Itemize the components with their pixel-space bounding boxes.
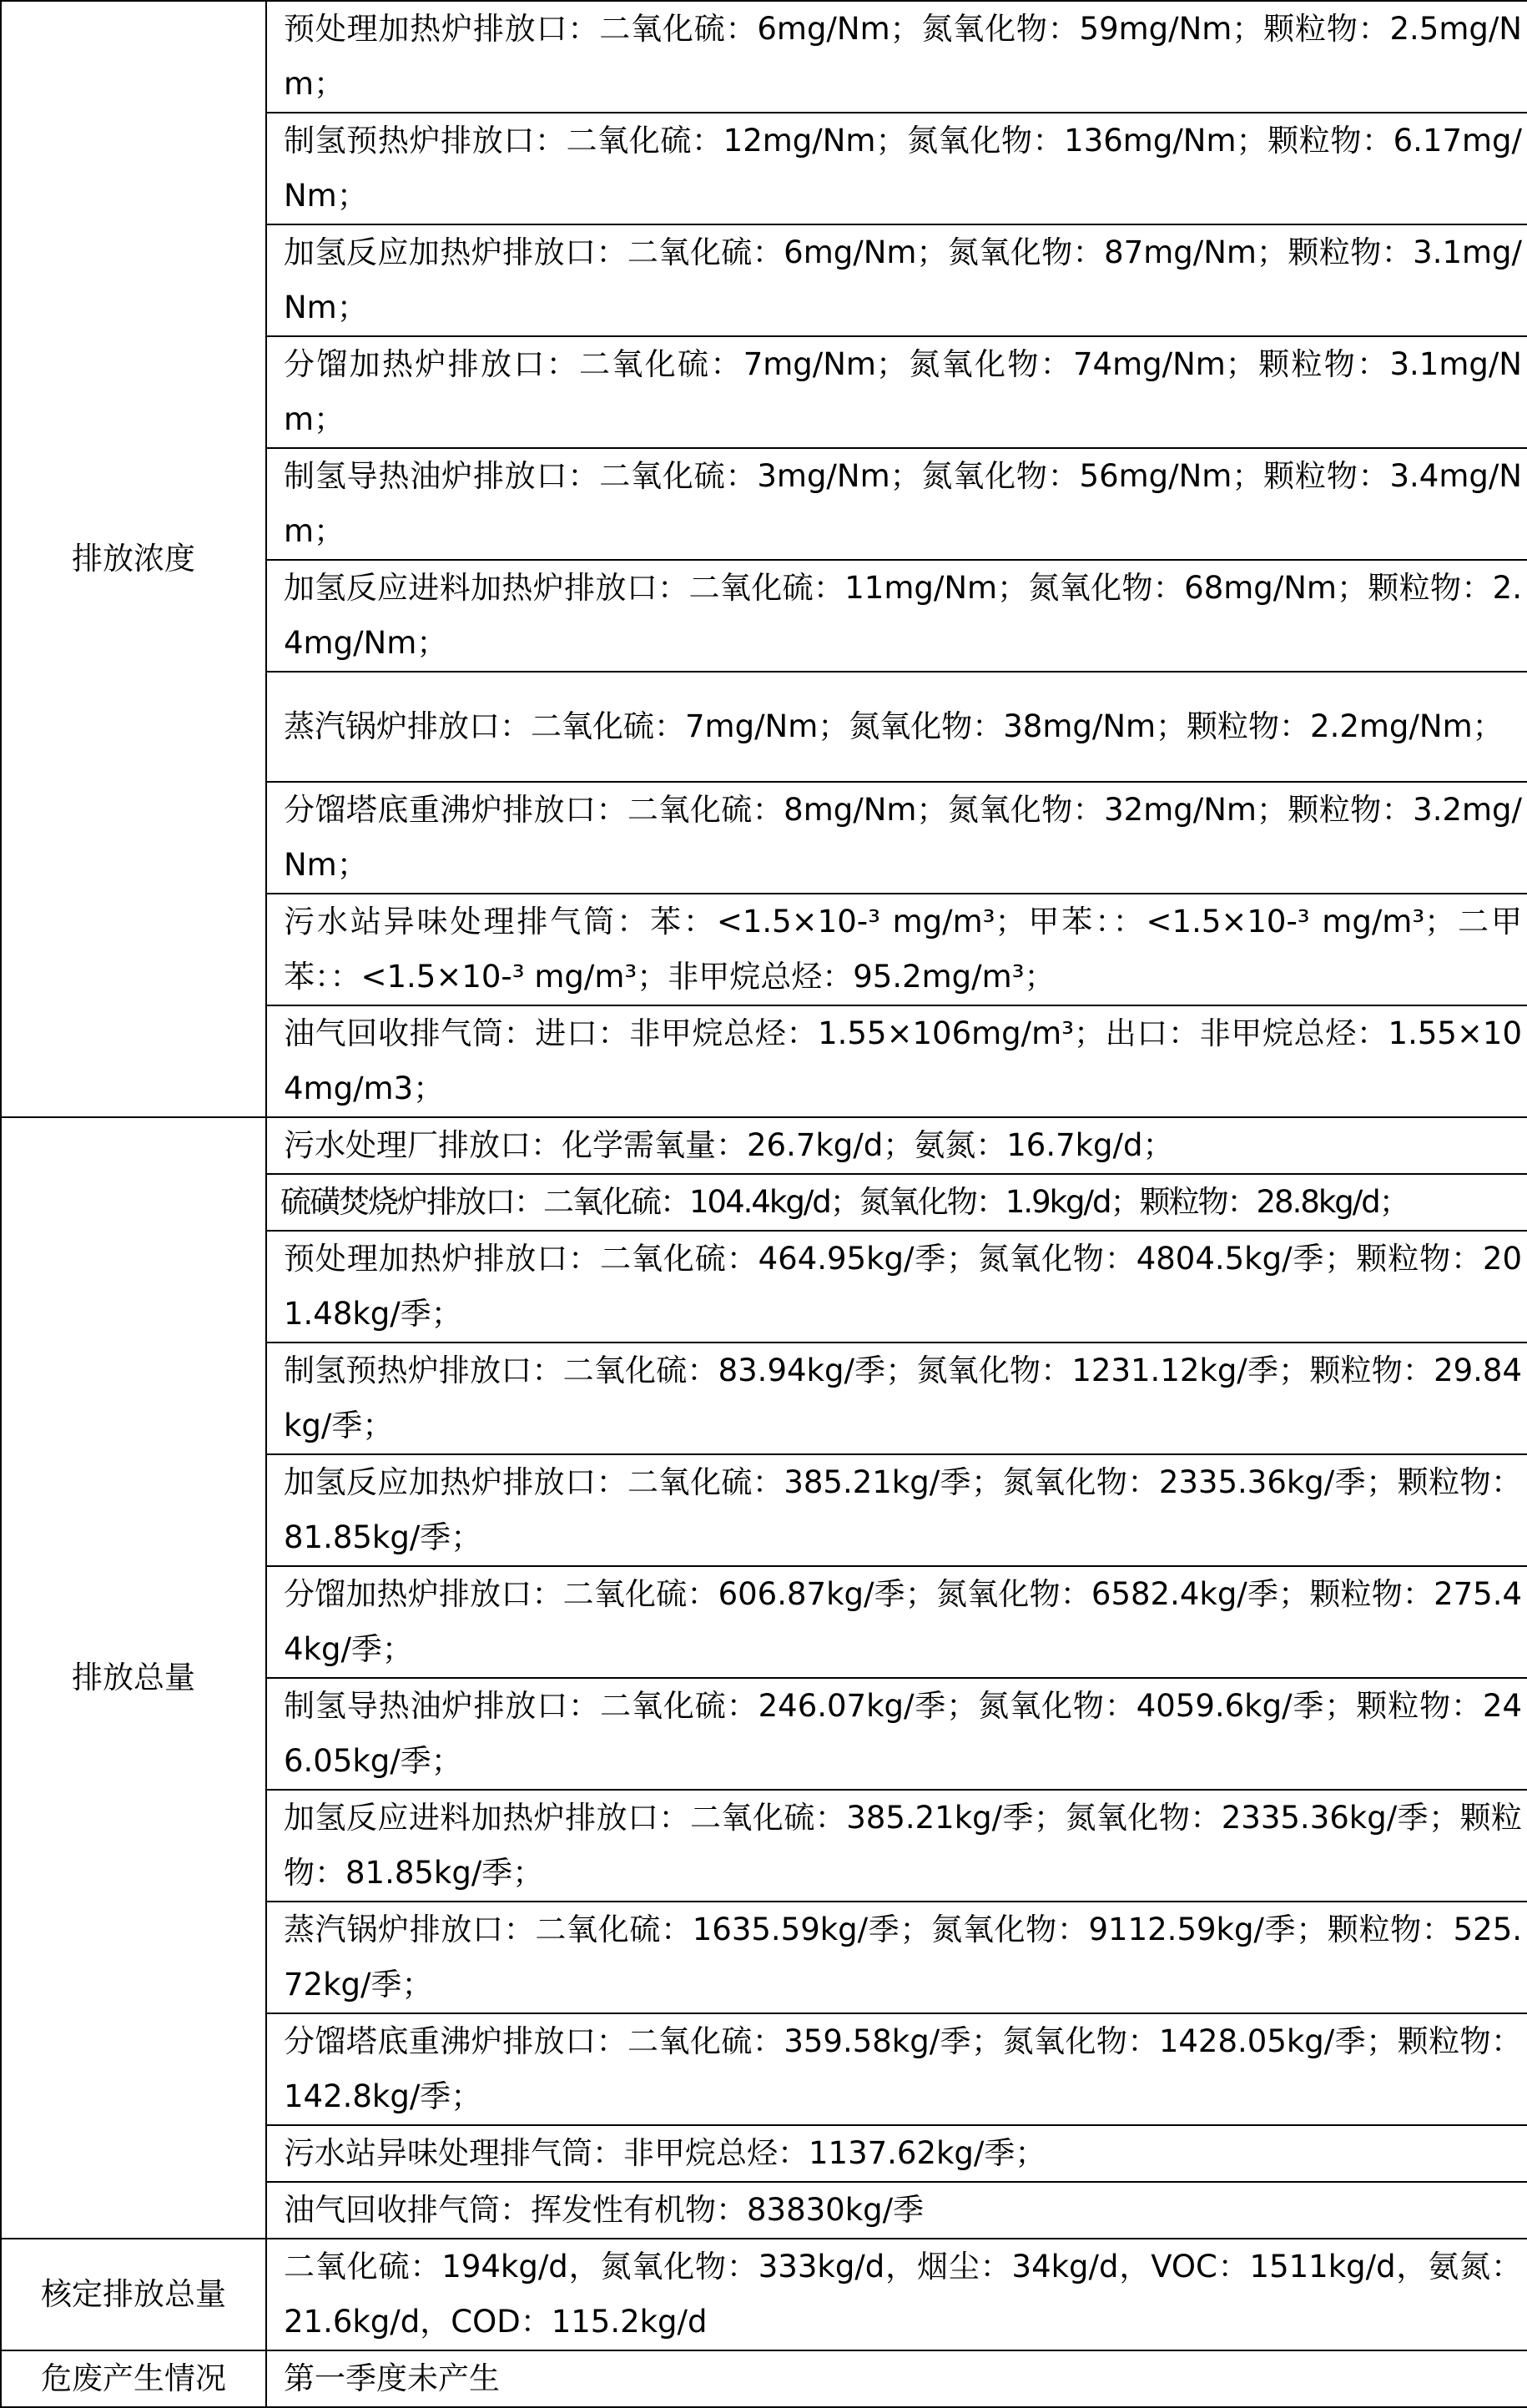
- concentration-cell: 加氢反应加热炉排放口：二氧化硫：6mg/Nm；氮氧化物：87mg/Nm；颗粒物：3.1mg/Nm；: [266, 224, 1527, 336]
- section-label-total: 排放总量: [1, 1117, 266, 2239]
- concentration-cell: 蒸汽锅炉排放口：二氧化硫：7mg/Nm；氮氧化物：38mg/Nm；颗粒物：2.2mg/Nm；: [266, 672, 1527, 782]
- hazardous-cell: 第一季度未产生: [266, 2350, 1527, 2407]
- total-cell: 蒸汽锅炉排放口：二氧化硫：1635.59kg/季；氮氧化物：9112.59kg/季；颗粒物：525.72kg/季；: [266, 1902, 1527, 2013]
- total-cell: 污水站异味处理排气筒：非甲烷总烃：1137.62kg/季；: [266, 2125, 1527, 2182]
- concentration-cell: 制氢导热油炉排放口：二氧化硫：3mg/Nm；氮氧化物：56mg/Nm；颗粒物：3.4mg/Nm；: [266, 448, 1527, 560]
- table-row: [1, 2350, 1527, 2407]
- section-label-hazardous: 危废产生情况: [1, 2350, 266, 2407]
- concentration-cell: 分馏加热炉排放口：二氧化硫：7mg/Nm；氮氧化物：74mg/Nm；颗粒物：3.1mg/Nm；: [266, 336, 1527, 448]
- concentration-cell: 污水站异味处理排气筒：苯：<1.5×10-³ mg/m³；甲苯：：<1.5×10-³ mg/m³；二甲苯：：<1.5×10-³ mg/m³；非甲烷总烃：95.2mg/m³；: [266, 894, 1527, 1005]
- total-cell: 加氢反应进料加热炉排放口：二氧化硫：385.21kg/季；氮氧化物：2335.36kg/季；颗粒物：81.85kg/季；: [266, 1790, 1527, 1902]
- total-cell: 加氢反应加热炉排放口：二氧化硫：385.21kg/季；氮氧化物：2335.36kg/季；颗粒物：81.85kg/季；: [266, 1454, 1527, 1566]
- total-cell: 预处理加热炉排放口：二氧化硫：464.95kg/季；氮氧化物：4804.5kg/季；颗粒物：201.48kg/季；: [266, 1231, 1527, 1343]
- concentration-cell: 油气回收排气筒：进口：非甲烷总烃：1.55×106mg/m³；出口：非甲烷总烃：1.55×104mg/m3；: [266, 1005, 1527, 1117]
- total-cell: 分馏加热炉排放口：二氧化硫：606.87kg/季；氮氧化物：6582.4kg/季；颗粒物：275.44kg/季；: [266, 1566, 1527, 1678]
- total-cell: 硫磺焚烧炉排放口：二氧化硫：104.4kg/d；氮氧化物：1.9kg/d；颗粒物：28.8kg/d；: [266, 1174, 1527, 1231]
- section-label-approved: 核定排放总量: [1, 2239, 266, 2350]
- table-row: [1, 1, 1527, 113]
- total-cell: 分馏塔底重沸炉排放口：二氧化硫：359.58kg/季；氮氧化物：1428.05kg/季；颗粒物：142.8kg/季；: [266, 2013, 1527, 2125]
- section-label-concentration: 排放浓度: [1, 1, 266, 1117]
- table-row: [1, 1117, 1527, 1174]
- concentration-cell: 制氢预热炉排放口：二氧化硫：12mg/Nm；氮氧化物：136mg/Nm；颗粒物：6.17mg/Nm；: [266, 113, 1527, 224]
- total-cell: 制氢预热炉排放口：二氧化硫：83.94kg/季；氮氧化物：1231.12kg/季；颗粒物：29.84kg/季；: [266, 1343, 1527, 1454]
- concentration-cell: 预处理加热炉排放口：二氧化硫：6mg/Nm；氮氧化物：59mg/Nm；颗粒物：2.5mg/Nm；: [266, 1, 1527, 113]
- total-cell: 污水处理厂排放口：化学需氧量：26.7kg/d；氨氮：16.7kg/d；: [266, 1117, 1527, 1174]
- total-cell: 制氢导热油炉排放口：二氧化硫：246.07kg/季；氮氧化物：4059.6kg/季；颗粒物：246.05kg/季；: [266, 1678, 1527, 1790]
- concentration-cell: 加氢反应进料加热炉排放口：二氧化硫：11mg/Nm；氮氧化物：68mg/Nm；颗粒物：2.4mg/Nm；: [266, 560, 1527, 672]
- total-cell: 油气回收排气筒：挥发性有机物：83830kg/季: [266, 2182, 1527, 2239]
- table-row: [1, 2239, 1527, 2350]
- concentration-cell: 分馏塔底重沸炉排放口：二氧化硫：8mg/Nm；氮氧化物：32mg/Nm；颗粒物：3.2mg/Nm；: [266, 782, 1527, 894]
- approved-cell: 二氧化硫：194kg/d，氮氧化物：333kg/d，烟尘：34kg/d，VOC：1511kg/d，氨氮：21.6kg/d，COD：115.2kg/d: [266, 2239, 1527, 2350]
